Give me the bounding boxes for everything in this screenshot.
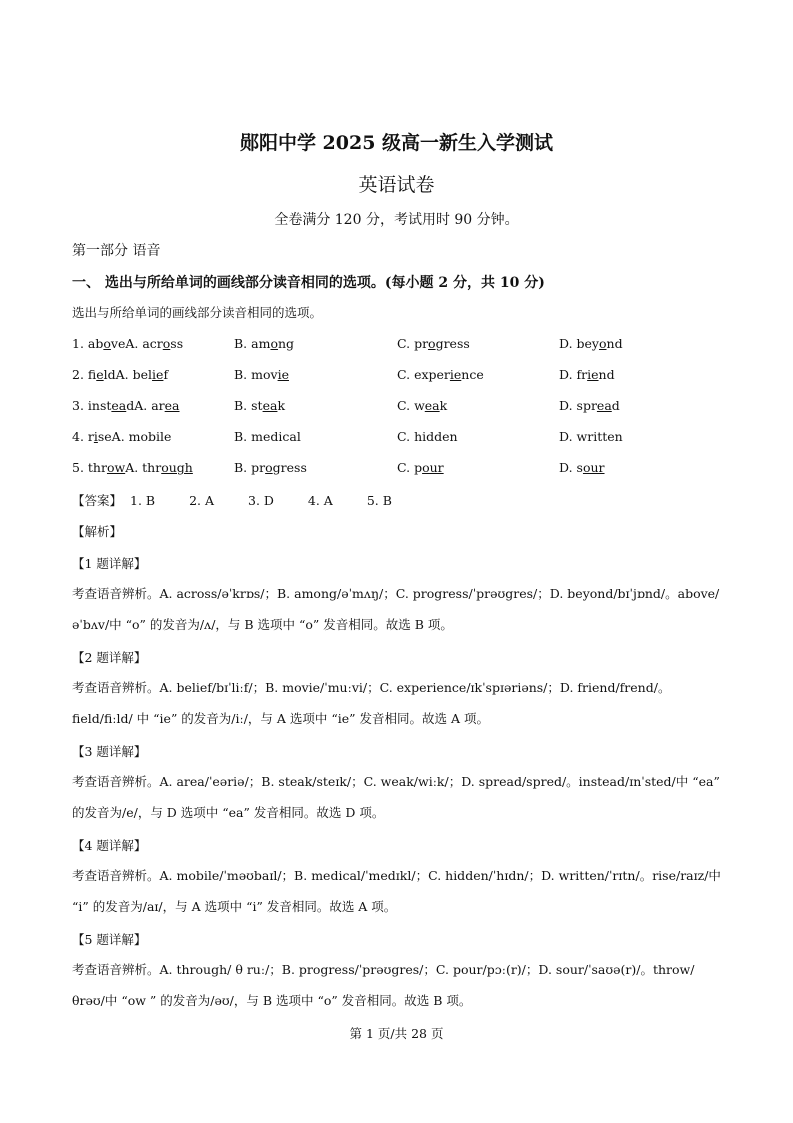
- detail-text-1: 考查语音辨析。A. across/əˈkrɒs/；B. among/əˈmʌŋ/；C. progress/ˈprəʊgres/；D. beyond/bɪˈjɒnd/。above/əˈbʌv/中 “o” 的发音为/ʌ/，与 B 选项中 “o” 发音相同。故选 B 项。: [72, 586, 720, 632]
- exam-subtitle: 英语试卷: [358, 174, 435, 196]
- option-c: C. weak: [397, 398, 448, 413]
- option-d: D. spread: [559, 398, 620, 413]
- answer-item: 3. D: [248, 493, 274, 508]
- exam-note: 全卷满分 120 分，考试用时 90 分钟。: [274, 212, 519, 228]
- option-b: B. movie: [234, 367, 289, 382]
- answer-item: 5. B: [366, 493, 392, 508]
- stem-and-option-a: 5. throwA. through: [72, 460, 193, 475]
- option-b: B. among: [234, 336, 295, 351]
- option-d: D. sour: [559, 460, 605, 475]
- option-c: C. pour: [397, 460, 444, 475]
- exam-title: 郧阳中学 2025 级高一新生入学测试: [239, 132, 554, 154]
- instruction: 选出与所给单词的画线部分读音相同的选项。: [72, 305, 323, 320]
- detail-text-5: 考查语音辨析。A. through/ θ ruː/；B. progress/ˈprəʊgres/；C. pour/pɔː(r)/；D. sour/ˈsaʊə(r)/。throw/θrəʊ/中 “ow ” 的发音为/əʊ/，与 B 选项中 “o” 发音相同。故选 B 项。: [72, 962, 695, 1008]
- page-footer: 第 1 页/共 28 页: [349, 1026, 444, 1041]
- detail-heading-1: 【1 题详解】: [72, 556, 147, 571]
- answer-item: 4. A: [307, 493, 333, 508]
- option-d: D. beyond: [559, 336, 623, 351]
- option-b: B. progress: [234, 460, 307, 475]
- detail-heading-2: 【2 题详解】: [72, 650, 147, 665]
- detail-heading-4: 【4 题详解】: [72, 838, 147, 853]
- option-c: C. experience: [397, 367, 484, 382]
- question-row-1: [72, 336, 732, 356]
- option-d: D. friend: [559, 367, 615, 382]
- option-b: B. medical: [234, 429, 301, 444]
- option-c: C. hidden: [397, 429, 458, 444]
- question-row-5: [72, 460, 732, 480]
- stem-and-option-a: 2. fieldA. belief: [72, 367, 169, 382]
- answer-line: [72, 491, 422, 509]
- answer-item: 2. A: [189, 493, 215, 508]
- analysis-tag: 【解析】: [72, 524, 123, 539]
- answer-tag: 【答案】: [72, 493, 123, 508]
- question-row-4: [72, 429, 732, 449]
- answer-item: 1. B: [130, 493, 156, 508]
- detail-text-3: 考查语音辨析。A. area/ˈeəriə/；B. steak/steɪk/；C. weak/wiːk/；D. spread/spred/。instead/ɪnˈsted/中 “ea” 的发音为/e/，与 D 选项中 “ea” 发音相同。故选 D 项。: [72, 774, 720, 820]
- detail-heading-3: 【3 题详解】: [72, 744, 147, 759]
- detail-text-2: 考查语音辨析。A. belief/bɪˈliːf/；B. movie/ˈmuːvi/；C. experience/ɪkˈspɪəriəns/；D. friend/frend/。field/fiːld/ 中 “ie” 的发音为/iː/，与 A 选项中 “ie” 发音相同。故选 A 项。: [72, 680, 671, 726]
- detail-heading-5: 【5 题详解】: [72, 932, 147, 947]
- question-row-3: [72, 398, 732, 418]
- section-heading: 一、 选出与所给单词的画线部分读音相同的选项。(每小题 2 分，共 10 分): [72, 275, 545, 291]
- part-heading: 第一部分 语音: [72, 243, 161, 259]
- stem-and-option-a: 4. riseA. mobile: [72, 429, 172, 444]
- option-d: D. written: [559, 429, 623, 444]
- stem-and-option-a: 3. insteadA. area: [72, 398, 180, 413]
- detail-text-4: 考查语音辨析。A. mobile/ˈməʊbaɪl/；B. medical/ˈmedɪkl/；C. hidden/ˈhɪdn/；D. written/ˈrɪtn/。rise/raɪz/中 “i” 的发音为/aɪ/，与 A 选项中 “i” 发音相同。故选 A 项。: [72, 868, 721, 914]
- option-b: B. steak: [234, 398, 286, 413]
- option-c: C. progress: [397, 336, 470, 351]
- question-row-2: [72, 367, 732, 387]
- stem-and-option-a: 1. aboveA. across: [72, 336, 184, 351]
